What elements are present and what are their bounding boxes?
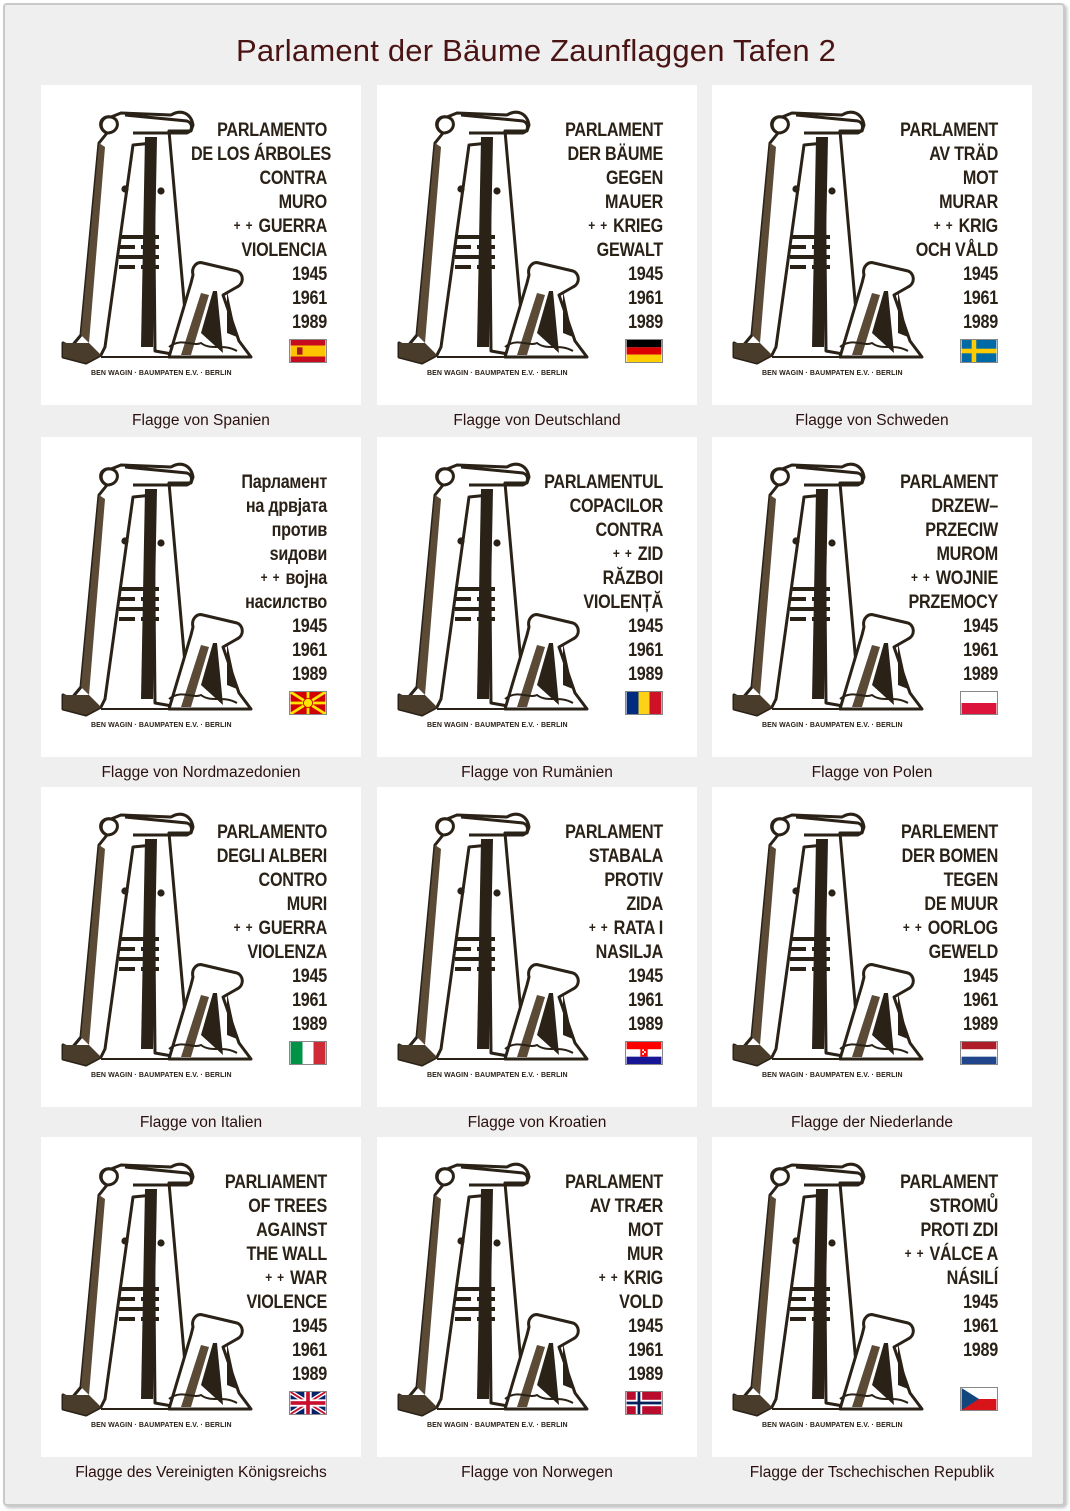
- poster-line: PARLEMENT: [900, 822, 998, 843]
- poster-image: [712, 85, 1032, 405]
- poster-text: [527, 1171, 663, 1387]
- poster-line: DEGLI ALBERI: [216, 846, 327, 867]
- poster-line: VIOLENCIA: [241, 240, 327, 261]
- poster-line: AV TRÄD: [929, 144, 998, 165]
- poster-line: MUROM: [936, 544, 998, 565]
- poster-footer: BEN WAGIN · BAUMPATEN E.V. · BERLIN: [427, 1072, 568, 1079]
- flag-macedonia-icon: [289, 691, 327, 715]
- poster-text: [862, 471, 998, 687]
- poster-line: DE MUUR: [924, 894, 998, 915]
- poster-line: PROTI ZDI: [920, 1220, 998, 1241]
- poster-line: 1989: [628, 664, 663, 685]
- poster-line: + + WAR: [265, 1268, 327, 1289]
- poster-line: AV TRÆR: [589, 1196, 663, 1217]
- poster-image: [41, 437, 361, 757]
- poster-line: PARLAMENT: [900, 120, 998, 141]
- poster-line: NASILJA: [595, 942, 663, 963]
- poster-line: PRZEMOCY: [908, 592, 998, 613]
- poster-line: PARLAMENT: [900, 472, 998, 493]
- poster-line: VIOLENCE: [246, 1292, 327, 1313]
- poster-line: + + војна: [260, 568, 327, 589]
- poster-line: 1945: [628, 1316, 663, 1337]
- poster-footer: BEN WAGIN · BAUMPATEN E.V. · BERLIN: [91, 1422, 232, 1429]
- poster-text: [862, 119, 998, 335]
- poster-text: [191, 821, 327, 1037]
- poster-line: + + OORLOG: [902, 918, 998, 939]
- flag-caption: Flagge von Spanien: [132, 412, 270, 429]
- poster-line: 1989: [963, 1340, 998, 1361]
- poster-line: OCH VÅLD: [915, 240, 998, 261]
- poster-line: THE WALL: [246, 1244, 327, 1265]
- poster-line: PARLAMENT: [565, 1172, 663, 1193]
- poster-line: + + RATA I: [588, 918, 663, 939]
- poster-line: STABALA: [588, 846, 663, 867]
- plus-marks: + +: [910, 569, 931, 585]
- flag-croatia-icon: [625, 1041, 663, 1065]
- plus-marks: + +: [933, 217, 954, 233]
- poster-text: [191, 1171, 327, 1387]
- poster-footer: BEN WAGIN · BAUMPATEN E.V. · BERLIN: [427, 370, 568, 377]
- flag-caption: Flagge von Nordmazedonien: [101, 764, 301, 781]
- poster-footer: BEN WAGIN · BAUMPATEN E.V. · BERLIN: [427, 1422, 568, 1429]
- poster-image: [377, 437, 697, 757]
- poster-line: PARLAMENT: [565, 120, 663, 141]
- poster-line: MURAR: [939, 192, 998, 213]
- flag-caption: Flagge von Kroatien: [467, 1114, 607, 1131]
- poster-line: GEWALT: [596, 240, 663, 261]
- poster-line: MAUER: [605, 192, 663, 213]
- poster-line: 1989: [963, 1014, 998, 1035]
- poster-line: + + KRIG: [598, 1268, 663, 1289]
- poster-line: 1961: [628, 640, 663, 661]
- poster-footer: BEN WAGIN · BAUMPATEN E.V. · BERLIN: [762, 722, 903, 729]
- flag-spain-icon: [289, 339, 327, 363]
- poster-image: [41, 1137, 361, 1457]
- poster-line: PARLAMENTUL: [544, 472, 663, 493]
- poster-line: 1945: [628, 264, 663, 285]
- plus-marks: + +: [260, 569, 281, 585]
- poster-line: 1989: [292, 1364, 327, 1385]
- flag-caption: Flagge von Rumänien: [461, 764, 613, 781]
- poster-line: MUR: [626, 1244, 663, 1265]
- plus-marks: + +: [598, 1269, 619, 1285]
- poster-footer: BEN WAGIN · BAUMPATEN E.V. · BERLIN: [762, 370, 903, 377]
- poster-text: [862, 821, 998, 1037]
- plus-marks: + +: [233, 919, 254, 935]
- poster-line: 1961: [292, 990, 327, 1011]
- poster-line: MURO: [278, 192, 327, 213]
- flag-caption: Flagge der Niederlande: [791, 1114, 953, 1131]
- poster-line: 1945: [963, 616, 998, 637]
- poster-text: [527, 471, 663, 687]
- poster-line: 1945: [628, 966, 663, 987]
- flag-romania-icon: [625, 691, 663, 715]
- plus-marks: + +: [902, 919, 923, 935]
- poster-line: 1989: [292, 664, 327, 685]
- flag-germany-icon: [625, 339, 663, 363]
- poster-line: 1961: [292, 1340, 327, 1361]
- poster-line: GEWELD: [928, 942, 998, 963]
- poster-line: 1945: [292, 966, 327, 987]
- page-title: Parlament der Bäume Zaunflaggen Tafen 2: [235, 33, 837, 68]
- poster-line: 1961: [292, 288, 327, 309]
- poster-line: 1961: [292, 640, 327, 661]
- poster-text: [527, 119, 663, 335]
- poster-line: PARLAMENT: [565, 822, 663, 843]
- poster-line: Парламент: [241, 472, 327, 493]
- poster-line: 1989: [292, 312, 327, 333]
- poster-line: CONTRA: [595, 520, 663, 541]
- flag-caption: Flagge der Tschechischen Republik: [749, 1464, 995, 1481]
- flag-caption: Flagge von Polen: [811, 764, 933, 781]
- flag-caption: Flagge von Norwegen: [461, 1464, 613, 1481]
- poster-line: 1945: [963, 264, 998, 285]
- sheet: [3, 3, 1065, 1506]
- poster-image: [377, 1137, 697, 1457]
- poster-line: + + WOJNIE: [910, 568, 998, 589]
- poster-line: 1945: [963, 1292, 998, 1313]
- poster-line: COPACILOR: [569, 496, 663, 517]
- plus-marks: + +: [588, 217, 609, 233]
- plus-marks: + +: [904, 1245, 925, 1261]
- flag-sweden-icon: [960, 339, 998, 363]
- poster-line: VIOLENȚĂ: [583, 592, 663, 613]
- flag-italy-icon: [289, 1041, 327, 1065]
- poster-line: 1989: [292, 1014, 327, 1035]
- poster-line: 1961: [963, 990, 998, 1011]
- poster-line: против: [271, 520, 327, 541]
- poster-line: 1989: [963, 312, 998, 333]
- poster-line: 1945: [963, 966, 998, 987]
- poster-line: на дрвјата: [245, 496, 327, 517]
- poster-line: 1961: [963, 288, 998, 309]
- poster-line: ZIDA: [626, 894, 663, 915]
- poster-text: [862, 1171, 998, 1363]
- poster-line: 1961: [628, 288, 663, 309]
- poster-line: 1945: [292, 616, 327, 637]
- flag-uk-icon: [289, 1391, 327, 1415]
- poster-line: VOLD: [619, 1292, 663, 1313]
- poster-line: + + VÁLCE A: [904, 1244, 998, 1265]
- poster-line: 1961: [963, 1316, 998, 1337]
- poster-line: OF TREES: [248, 1196, 327, 1217]
- poster-footer: BEN WAGIN · BAUMPATEN E.V. · BERLIN: [91, 370, 232, 377]
- poster-line: насилство: [245, 592, 327, 613]
- poster-line: DER BOMEN: [901, 846, 998, 867]
- poster-line: CONTRA: [259, 168, 327, 189]
- poster-line: PRZECIW: [925, 520, 998, 541]
- poster-line: NÁSILÍ: [946, 1268, 998, 1289]
- poster-line: DRZEW–: [931, 496, 998, 517]
- poster-image: [712, 437, 1032, 757]
- poster-image: [377, 787, 697, 1107]
- poster-line: 1961: [628, 990, 663, 1011]
- poster-line: 1989: [628, 312, 663, 333]
- poster-footer: BEN WAGIN · BAUMPATEN E.V. · BERLIN: [762, 1422, 903, 1429]
- poster-line: + + KRIEG: [588, 216, 663, 237]
- poster-line: PARLAMENTO: [217, 120, 327, 141]
- poster-image: [377, 85, 697, 405]
- poster-line: 1961: [963, 640, 998, 661]
- poster-line: 1989: [628, 1014, 663, 1035]
- poster-line: MOT: [962, 168, 998, 189]
- flag-caption: Flagge von Deutschland: [453, 412, 621, 429]
- poster-image: [712, 787, 1032, 1107]
- poster-line: + + GUERRA: [233, 918, 327, 939]
- poster-line: MURI: [286, 894, 327, 915]
- flag-netherlands-icon: [960, 1041, 998, 1065]
- plus-marks: + +: [588, 919, 609, 935]
- poster-footer: BEN WAGIN · BAUMPATEN E.V. · BERLIN: [91, 1072, 232, 1079]
- flag-caption: Flagge von Italien: [139, 1114, 263, 1131]
- poster-line: 1945: [628, 616, 663, 637]
- plus-marks: + +: [265, 1269, 285, 1285]
- poster-line: DE LOS ÁRBOLES: [191, 144, 332, 165]
- poster-line: 1945: [292, 1316, 327, 1337]
- poster-line: + + ZID: [612, 544, 663, 565]
- poster-image: [712, 1137, 1032, 1457]
- poster-line: PROTIV: [604, 870, 663, 891]
- plus-marks: + +: [612, 545, 633, 561]
- poster-line: GEGEN: [605, 168, 663, 189]
- flag-czech-icon: [960, 1387, 998, 1411]
- flag-caption: Flagge des Vereinigten Königsreichs: [75, 1464, 327, 1481]
- poster-line: PARLAMENT: [900, 1172, 998, 1193]
- poster-line: 1989: [628, 1364, 663, 1385]
- poster-line: 1989: [963, 664, 998, 685]
- poster-line: 1945: [292, 264, 327, 285]
- poster-footer: BEN WAGIN · BAUMPATEN E.V. · BERLIN: [91, 722, 232, 729]
- poster-text: [191, 471, 327, 687]
- poster-line: AGAINST: [256, 1220, 327, 1241]
- poster-line: RĂZBOI: [602, 568, 663, 589]
- poster-line: DER BÄUME: [567, 144, 663, 165]
- poster-image: [41, 787, 361, 1107]
- poster-line: + + GUERRA: [233, 216, 327, 237]
- poster-image: [41, 85, 361, 405]
- poster-footer: BEN WAGIN · BAUMPATEN E.V. · BERLIN: [427, 722, 568, 729]
- poster-line: PARLAMENTO: [217, 822, 327, 843]
- flag-norway-icon: [625, 1391, 663, 1415]
- poster-text: [527, 821, 663, 1037]
- poster-footer: BEN WAGIN · BAUMPATEN E.V. · BERLIN: [762, 1072, 903, 1079]
- poster-line: PARLIAMENT: [224, 1172, 327, 1193]
- poster-text: [191, 119, 332, 335]
- plus-marks: + +: [233, 217, 254, 233]
- poster-line: + + KRIG: [933, 216, 998, 237]
- flag-caption: Flagge von Schweden: [795, 412, 949, 429]
- poster-line: STROMŮ: [929, 1196, 998, 1217]
- poster-line: CONTRO: [258, 870, 327, 891]
- poster-line: MOT: [627, 1220, 663, 1241]
- poster-line: ѕидови: [269, 544, 327, 565]
- poster-line: TEGEN: [943, 870, 998, 891]
- flag-poland-icon: [960, 691, 998, 715]
- poster-line: VIOLENZA: [247, 942, 327, 963]
- poster-line: 1961: [628, 1340, 663, 1361]
